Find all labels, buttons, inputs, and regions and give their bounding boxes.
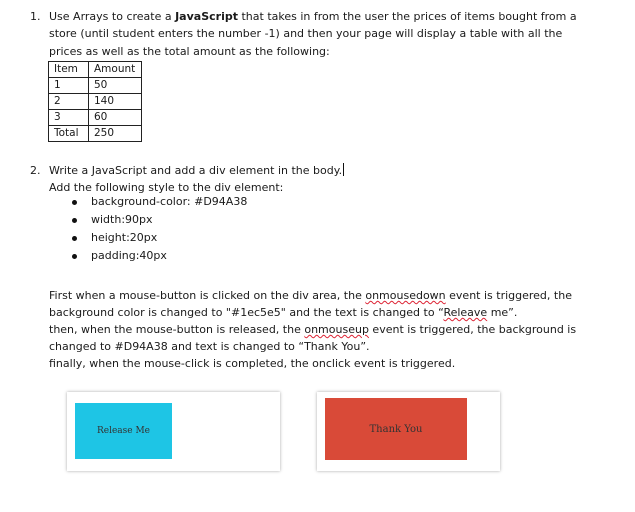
question-2-line-1: Write a JavaScript and add a div element in the body. (49, 164, 343, 177)
prices-table (48, 61, 142, 142)
paragraph-line-3: then, when the mouse-button is released, the onmouseup event is triggered, the background is (49, 323, 577, 336)
list-item: width:90px (70, 211, 247, 229)
table-cell: Total (49, 126, 89, 142)
question-2-line-2: Add the following style to the div element: (49, 181, 284, 194)
table-cell: 1 (49, 78, 89, 94)
question-1-line-1: Use Arrays to create a JavaScript that takes in from the user the prices of items bought from a (49, 10, 577, 23)
table-row (49, 78, 142, 94)
thank-you-box (325, 398, 467, 460)
list-item: background-color: #D94A38 (70, 193, 247, 211)
table-row (49, 110, 142, 126)
question-2-number: 2. (30, 164, 41, 177)
javascript-bold: JavaScript (175, 10, 238, 23)
paragraph-line-2: background color is changed to "#1ec5e5" and the text is changed to “Releave me”. (49, 306, 518, 319)
paragraph-line-1: First when a mouse-button is clicked on the div area, the onmousedown event is triggered, the (49, 289, 572, 302)
table-cell: 60 (89, 110, 142, 126)
paragraph-line-5: finally, when the mouse-click is completed, the onclick event is triggered. (49, 357, 456, 370)
question-1-line-3: prices as well as the total amount as the following: (49, 45, 330, 58)
table-header-cell: Item (49, 62, 89, 78)
list-item: padding:40px (70, 247, 247, 265)
spellcheck-word: Releave (443, 306, 488, 319)
question-1-number: 1. (30, 10, 41, 23)
spellcheck-word: onmousedown (365, 289, 446, 302)
mousedown-screenshot (67, 392, 280, 471)
question-1-line-2: store (until student enters the number -1) and then your page will display a table with all the (49, 27, 563, 40)
thank-you-label: Thank You (369, 423, 423, 435)
text-cursor (343, 163, 344, 176)
style-list (70, 193, 247, 265)
table-cell: 3 (49, 110, 89, 126)
table-header-cell: Amount (89, 62, 142, 78)
release-me-label: Release Me (96, 426, 151, 436)
mouseup-screenshot (317, 392, 500, 471)
table-cell: 2 (49, 94, 89, 110)
list-item: height:20px (70, 229, 247, 247)
release-me-box (75, 403, 172, 459)
table-header-row (49, 62, 142, 78)
paragraph-line-4: changed to #D94A38 and text is changed to “Thank You”. (49, 340, 370, 353)
table-cell: 250 (89, 126, 142, 142)
table-row (49, 94, 142, 110)
table-cell: 140 (89, 94, 142, 110)
table-total-row (49, 126, 142, 142)
table-cell: 50 (89, 78, 142, 94)
spellcheck-word: onmouseup (304, 323, 369, 336)
